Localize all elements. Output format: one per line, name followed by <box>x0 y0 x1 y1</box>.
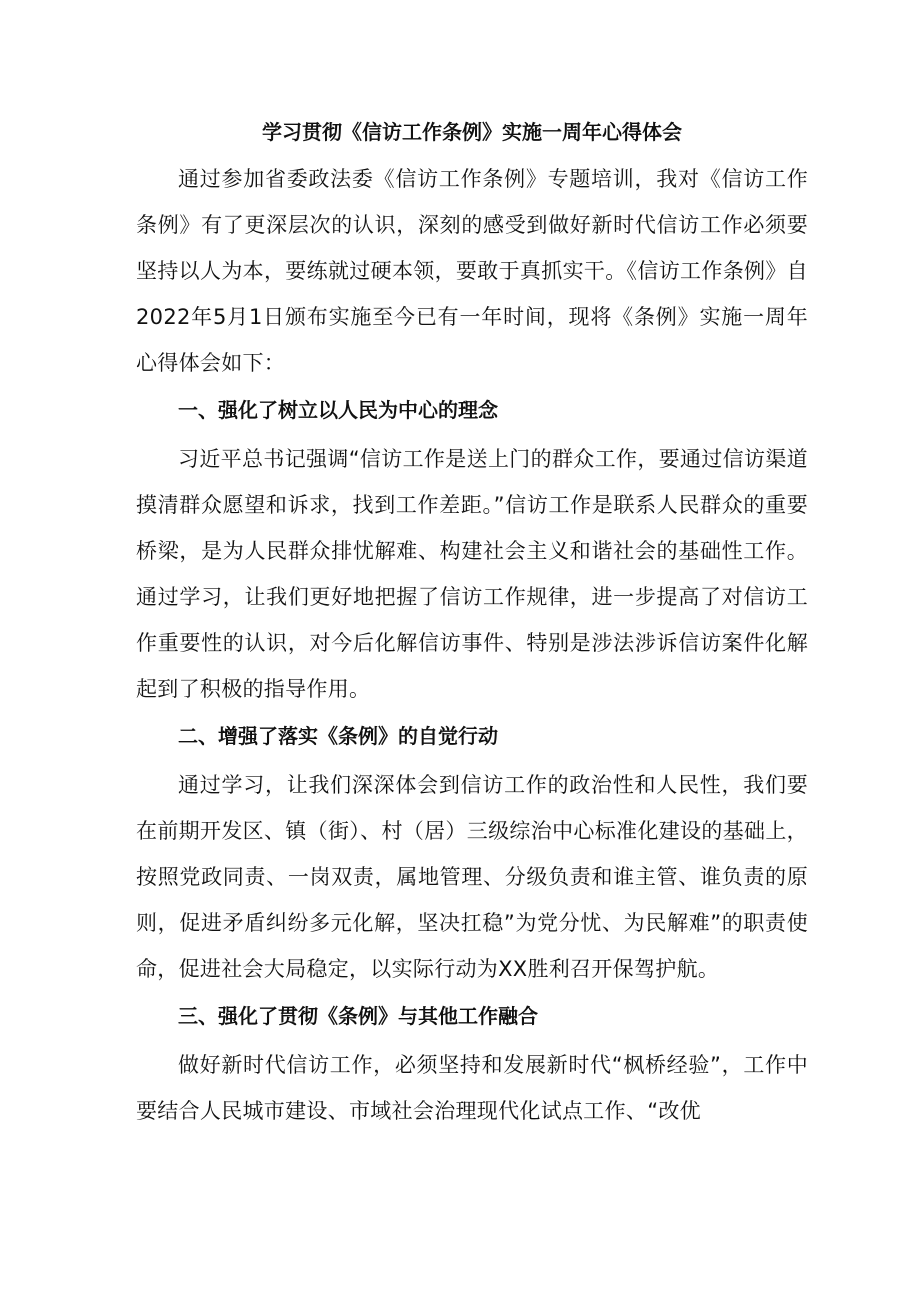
section-heading-2: 二、增强了落实《条例》的自觉行动 <box>178 724 498 748</box>
section-body-3: 做好新时代信访工作，必须坚持和发展新时代“枫桥经验”，工作中要结合人民城市建设、市域社会治理现代化试点工作、“改优 <box>136 1053 808 1123</box>
section-heading-3: 三、强化了贯彻《条例》与其他工作融合 <box>178 1004 538 1028</box>
intro-paragraph: 通过参加省委政法委《信访工作条例》专题培训，我对《信访工作条例》有了更深层次的认识，深刻的感受到做好新时代信访工作必须要坚持以人为本，要练就过硬本领，要敢于真抓实干。《信访工作条例》自2022年5月1日颁布实施至今已有一年时间，现将《条例》实施一周年心得体会如下： <box>136 167 808 375</box>
document-page <box>136 110 808 1134</box>
section-heading-1: 一、强化了树立以人民为中心的理念 <box>178 398 498 422</box>
document-title: 学习贯彻《信访工作条例》实施一周年心得体会 <box>262 120 682 144</box>
section-body-1: 习近平总书记强调“信访工作是送上门的群众工作，要通过信访渠道摸清群众愿望和诉求，找到工作差距。”信访工作是联系人民群众的重要桥梁，是为人民群众排忧解难、构建社会主义和谐社会的基础性工作。通过学习，让我们更好地把握了信访工作规律，进一步提高了对信访工作重要性的认识，对今后化解信访事件、特别是涉法涉诉信访案件化解起到了积极的指导作用。 <box>136 447 808 701</box>
section-body-2: 通过学习，让我们深深体会到信访工作的政治性和人民性，我们要在前期开发区、镇（街）、村（居）三级综治中心标准化建设的基础上，按照党政同责、一岗双责，属地管理、分级负责和谁主管、谁负责的原则，促进矛盾纠纷多元化解，坚决扛稳”为党分忧、为民解难”的职责使命，促进社会大局稳定，以实际行动为XX胜利召开保驾护航。 <box>136 773 808 981</box>
